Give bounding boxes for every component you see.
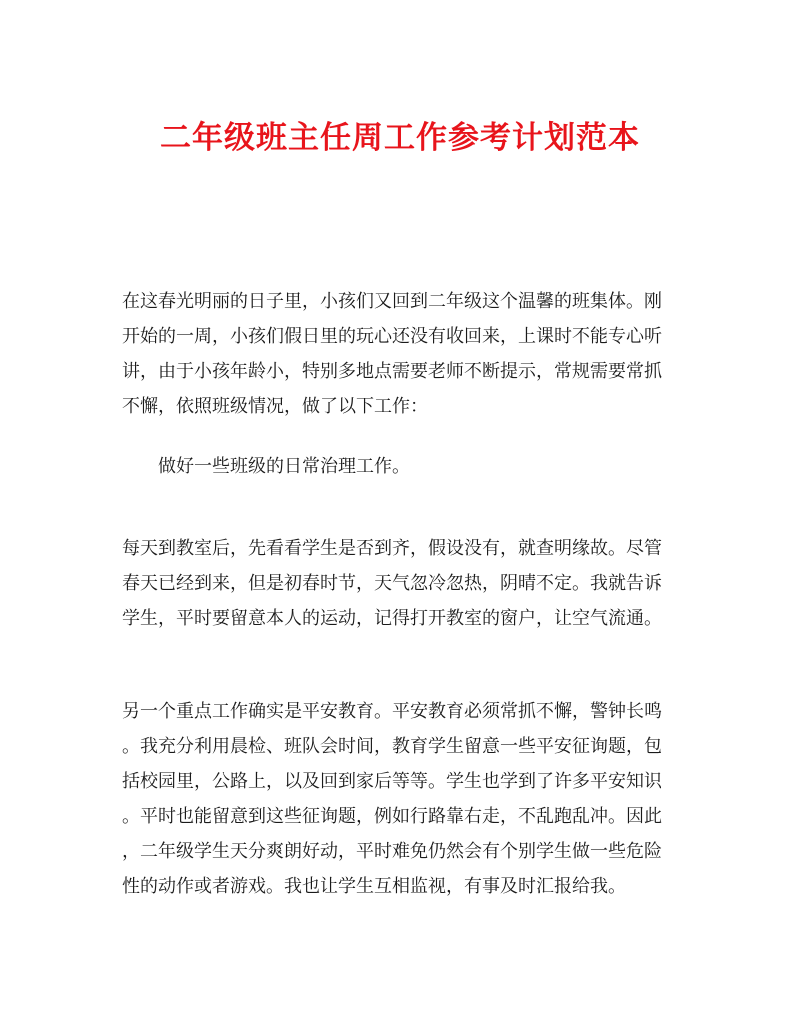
text-line: 讲，由于小孩年龄小，特别多地点需要老师不断提示，常规需要常抓	[122, 361, 662, 382]
text-line: 春天已经到来，但是初春时节，天气忽冷忽热，阴晴不定。我就告诉	[122, 573, 662, 594]
text-line: 。平时也能留意到这些征询题，例如行路靠右走，不乱跑乱冲。因此	[122, 806, 662, 827]
paragraph-intro	[122, 284, 682, 424]
paragraph-safety	[122, 694, 682, 904]
text-line: 学生，平时要留意本人的运动，记得打开教室的窗户，让空气流通。	[122, 608, 662, 629]
text-line: 在这春光明丽的日子里，小孩们又回到二年级这个温馨的班集体。刚	[122, 291, 662, 312]
text-line: ，二年级学生天分爽朗好动，平时难免仍然会有个别学生做一些危险	[122, 841, 662, 862]
text-line: 开始的一周，小孩们假日里的玩心还没有收回来，上课时不能专心听	[122, 326, 662, 347]
section-heading	[122, 449, 718, 484]
text-line: 括校园里，公路上，以及回到家后等等。学生也学到了许多平安知识	[122, 771, 662, 792]
text-line: 每天到教室后，先看看学生是否到齐，假设没有，就查明缘故。尽管	[122, 538, 662, 559]
document-title: 二年级班主任周工作参考计划范本	[160, 120, 640, 156]
paragraph-attendance	[122, 531, 682, 636]
text-line: 性的动作或者游戏。我也让学生互相监视，有事及时汇报给我。	[122, 876, 626, 897]
text-line: 。我充分利用晨检、班队会时间，教育学生留意一些平安征询题，包	[122, 736, 662, 757]
text-line: 另一个重点工作确实是平安教育。平安教育必须常抓不懈，警钟长鸣	[122, 701, 662, 722]
text-line: 做好一些班级的日常治理工作。	[158, 456, 410, 477]
text-line: 不懈，依照班级情况，做了以下工作：	[122, 396, 428, 417]
